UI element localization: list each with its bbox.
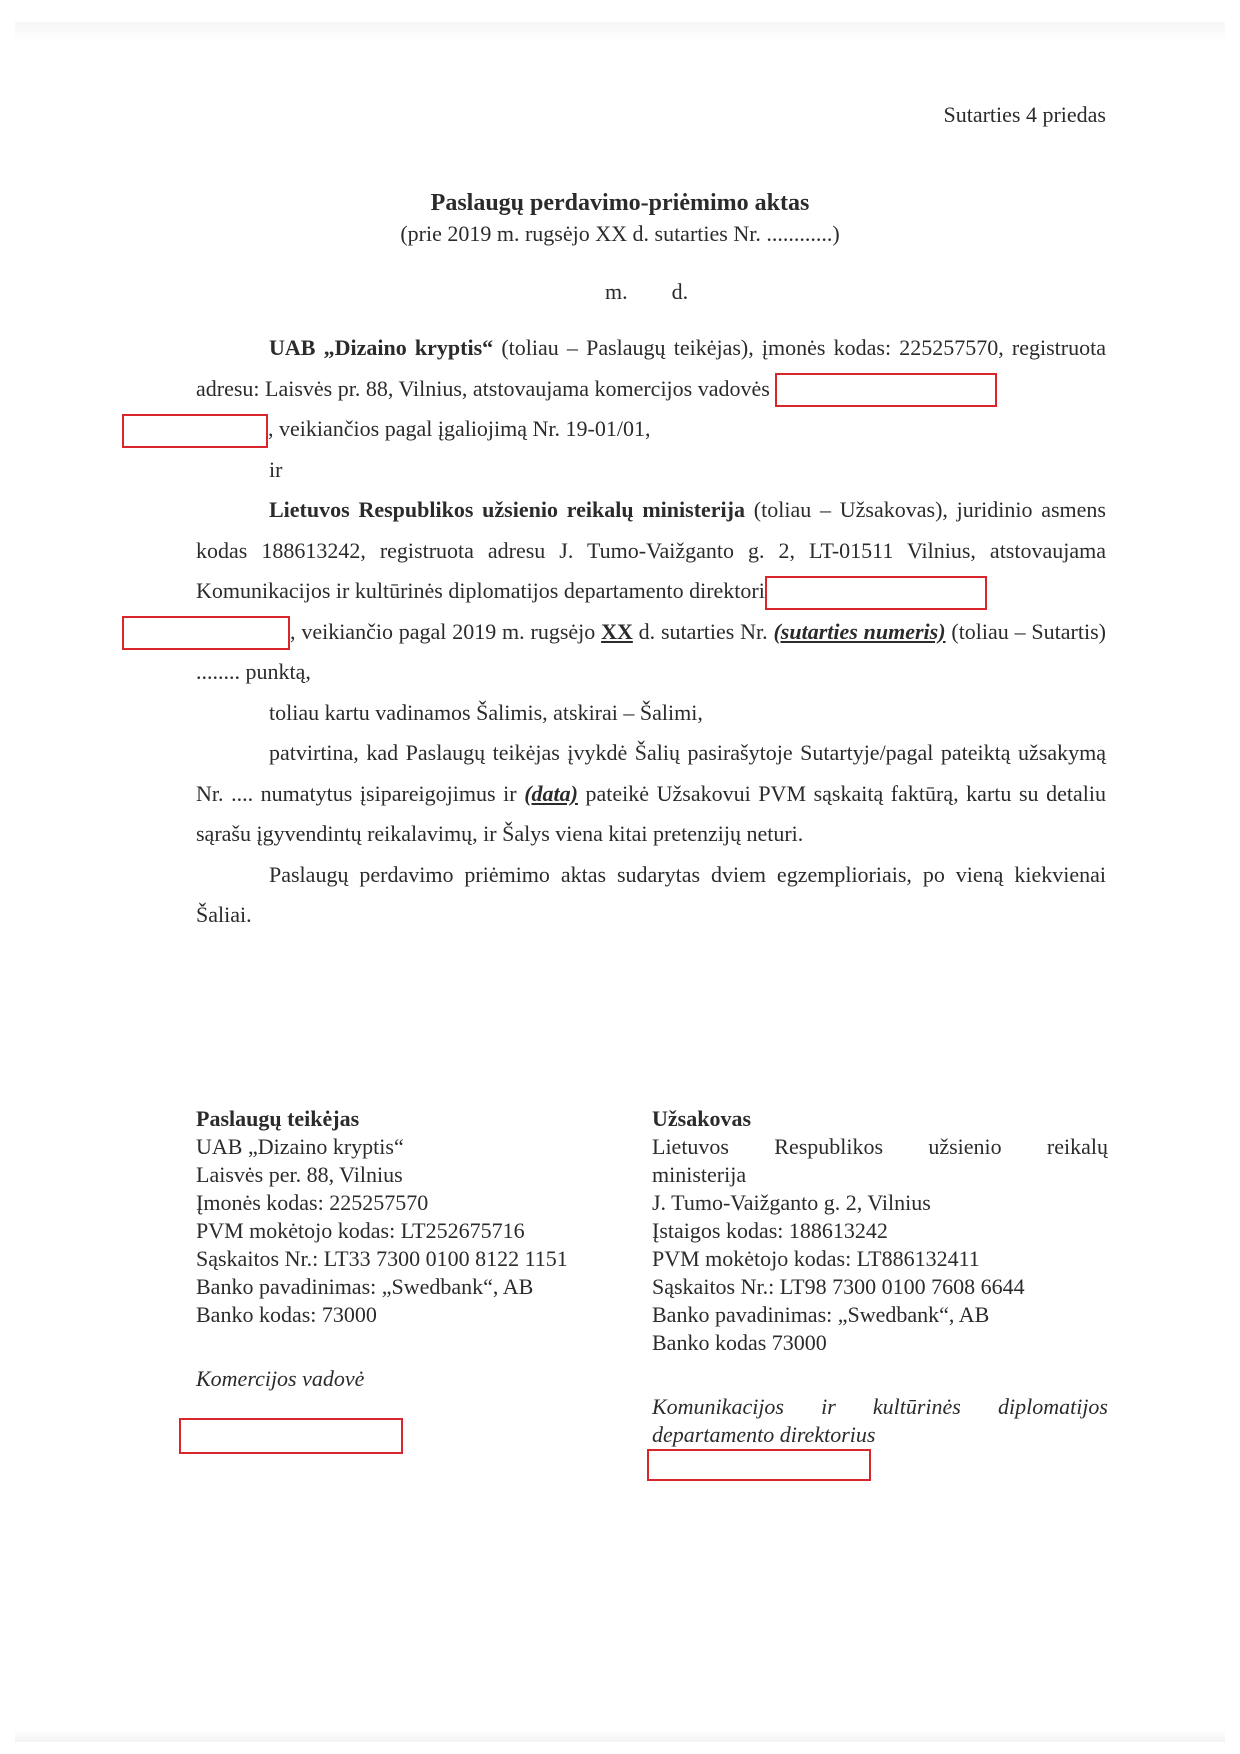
client-line: J. Tumo-Vaižganto g. 2, Vilnius [652, 1190, 931, 1215]
redacted-signature-box [647, 1449, 871, 1481]
client-name: Lietuvos Respublikos užsienio reikalų ministerija [269, 497, 745, 522]
paragraph-provider-text-b: , veikiančios pagal įgaliojimą Nr. 19-01/01, [268, 416, 651, 441]
provider-line: Banko pavadinimas: „Swedbank“, AB [196, 1274, 534, 1299]
paragraph-parties: toliau kartu vadinamos Šalimis, atskirai – Šalimi, [269, 699, 703, 725]
redacted-name-box [122, 616, 290, 650]
provider-line: Laisvės per. 88, Vilnius [196, 1162, 403, 1187]
redacted-name-box [775, 373, 997, 407]
provider-line: Sąskaitos Nr.: LT33 7300 0100 8122 1151 [196, 1246, 568, 1271]
client-signatory-title: Komunikacijos ir kultūrinės diplomatijos [652, 1394, 1108, 1419]
provider-line: UAB „Dizaino kryptis“ [196, 1134, 404, 1159]
date-xx-placeholder: XX [601, 618, 633, 644]
provider-line: Įmonės kodas: 225257570 [196, 1190, 429, 1215]
client-name-line: Lietuvos Respublikos užsienio reikalų [652, 1134, 1108, 1159]
paragraph-provider-text-a: (toliau – Paslaugų teikėjas), įmonės kodas: 225257570, registruota adresu: Laisvės pr. 88, Vilnius, atstovaujama komercijos vadovės [196, 335, 1106, 401]
client-name-line: ministerija [652, 1162, 747, 1187]
provider-details [196, 1105, 636, 1393]
document-title: Paslaugų perdavimo-priėmimo aktas [430, 190, 810, 216]
contract-number-placeholder: (sutarties numeris) [773, 618, 946, 644]
document-body [196, 328, 1106, 936]
client-line: Banko kodas 73000 [652, 1330, 827, 1355]
connector-ir: ir [269, 456, 283, 482]
paragraph-client-text-a: (toliau – Užsakovas), juridinio asmens kodas 188613242, registruota adresu J. Tumo-Vaižganto g. 2, LT-01511 Vilnius, atstovaujama Komunikacijos ir kultūrinės diplomatijos departamento direktori [196, 497, 1106, 603]
date-line [605, 279, 732, 305]
client-signatory-title: departamento direktorius [652, 1422, 876, 1447]
provider-line: PVM mokėtojo kodas: LT252675716 [196, 1218, 525, 1243]
provider-name: UAB „Dizaino kryptis“ [269, 335, 494, 360]
document-subtitle: (prie 2019 m. rugsėjo XX d. sutarties Nr. ............) [400, 221, 840, 246]
client-line: Banko pavadinimas: „Swedbank“, AB [652, 1302, 990, 1327]
date-placeholder: (data) [524, 780, 578, 806]
paragraph-client-text-c: d. sutarties Nr. [632, 618, 774, 644]
redacted-signature-box [179, 1418, 403, 1454]
date-day: d. [671, 279, 689, 304]
client-line: PVM mokėtojo kodas: LT886132411 [652, 1246, 980, 1271]
paragraph-client-text-d: (toliau – Sutartis) ........ punktą, [196, 618, 1106, 684]
client-line: Įstaigos kodas: 188613242 [652, 1218, 888, 1243]
scan-bottom-edge [15, 1730, 1225, 1742]
paragraph-provider [196, 328, 1106, 450]
annex-label: Sutarties 4 priedas [943, 102, 1106, 127]
provider-heading: Paslaugų teikėjas [196, 1106, 360, 1131]
provider-line: Banko kodas: 73000 [196, 1302, 377, 1327]
client-details [652, 1105, 1108, 1449]
paragraph-copies: Paslaugų perdavimo priėmimo aktas sudarytas dviem egzemplioriais, po vieną kiekvienai Šaliai. [196, 861, 1106, 927]
client-heading: Užsakovas [652, 1106, 752, 1131]
paragraph-confirmation-text-a: patvirtina, kad Paslaugų teikėjas įvykdė Šalių pasirašytoje Sutartyje/pagal pateiktą užsakymą Nr. .... numatytus įsipareigojimus ir [196, 740, 1106, 806]
paragraph-client [196, 490, 1106, 693]
redacted-name-box [765, 576, 987, 610]
client-line: Sąskaitos Nr.: LT98 7300 0100 7608 6644 [652, 1274, 1025, 1299]
date-month: m. [605, 279, 628, 304]
provider-signatory-title: Komercijos vadovė [196, 1366, 365, 1391]
paragraph-client-text-b: , veikiančio pagal 2019 m. rugsėjo [290, 618, 602, 644]
scan-top-edge [15, 22, 1225, 42]
redacted-name-box [122, 414, 268, 448]
paragraph-confirmation [196, 733, 1106, 855]
paragraph-confirmation-text-b: pateikė Užsakovui PVM sąskaitą faktūrą, kartu su detaliu sąrašu įgyvendintų reikalavimų, ir Šalys viena kitai pretenzijų neturi. [196, 780, 1106, 846]
